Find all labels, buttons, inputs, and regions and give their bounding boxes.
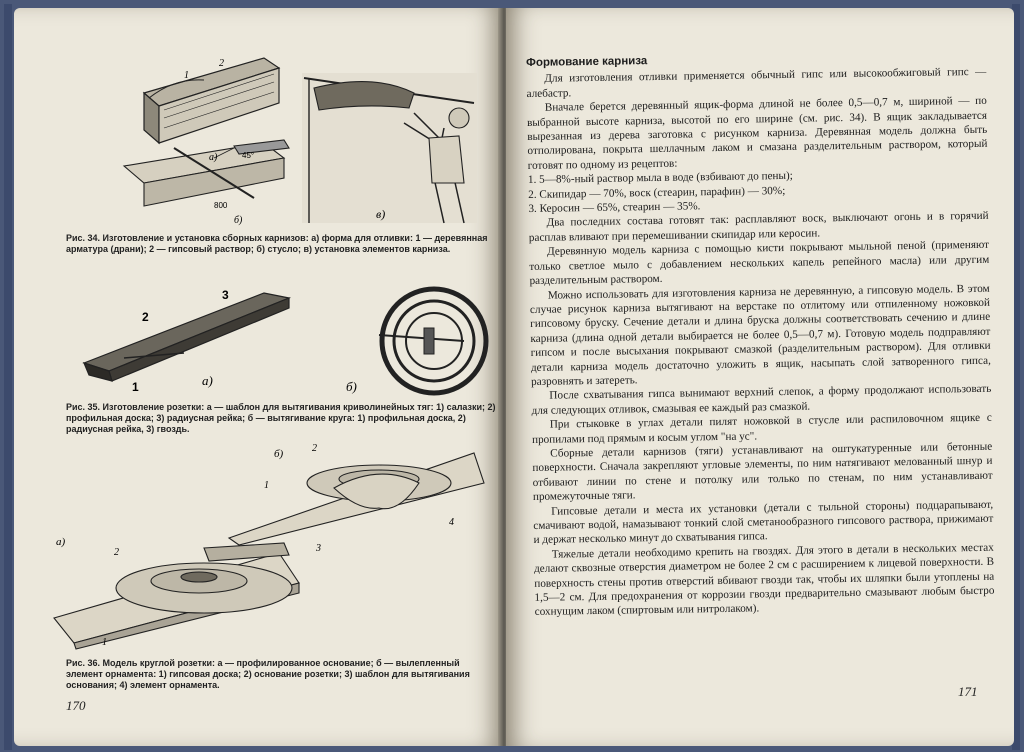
figure-35	[64, 283, 494, 398]
figure-36-illustration	[44, 443, 494, 653]
fig34-label-v: в)	[376, 207, 386, 221]
recipe-item: 2. Скипидар — 70%, воск (стеарин, парафин) — 30%;	[528, 184, 786, 201]
fig35-label-1: 1	[132, 380, 139, 394]
rosette-base-drawing	[54, 543, 299, 649]
fig36-label-a2: 2	[114, 547, 119, 558]
miter-box-drawing	[124, 140, 289, 206]
paragraph: Гипсовые детали и места их установки (детали с тыльной стороны) подцарапывают, смачивают водой, намазывают тонкий слой сметанообразного гипсового раствора, прижимают и держат несколько минут до схватывания гипса.	[533, 498, 994, 547]
fig35-label-2: 2	[142, 310, 149, 324]
fig36-caption: Рис. 36. Модель круглой розетки: а — профилированное основание; б — вылепленный элемент орнамента: 1) гипсовая доска; 2) основание розетки; 3) шаблон для вытягивания основания; 4) элемент орнамента.	[66, 658, 470, 690]
recipe-item: 1. 5—8%-ный раствор мыла в воде (взбивают до пены);	[527, 170, 793, 187]
left-page	[14, 8, 502, 746]
circle-drawing	[379, 289, 486, 393]
paragraph: Сборные детали карнизов (тяги) устанавливают на оштукатуренные или бетонные поверхности. Сначала закрепляют угловые элементы, по ним натягивают мелованный шнур и отбивают линии по стене и потолку или только по стенам, по ним устанавливают промежуточные тяги.	[532, 440, 993, 504]
paragraph: При стыковке в углах детали пилят ножовкой в стусле или распиловочном ящике с пропилами под прямым и косым углом "на ус".	[531, 411, 992, 446]
page-number-left: 170	[66, 698, 86, 713]
fig36-label-a3: 3	[316, 543, 321, 554]
right-page	[506, 8, 1014, 746]
mold-box-drawing	[144, 58, 279, 143]
figure-34	[114, 48, 494, 228]
right-page-text	[526, 49, 995, 620]
rosette-element-drawing	[229, 453, 484, 545]
worker-installing-drawing	[302, 73, 477, 223]
paragraph: После схватывания гипса вынимают верхний слепок, а форму продолжают использовать для следующих отливок, смазывая ее каждый раз смазкой.	[531, 383, 992, 417]
fig36-label-b1: 1	[264, 480, 269, 491]
curved-template-drawing	[84, 293, 289, 381]
fig36-label-a1: 1	[102, 637, 107, 648]
paragraph: Тяжелые детали необходимо крепить на гвоздях. Для этого в детали в нескольких местах делают сквозные отверстия диаметром не более 2 см с расширением к лицевой поверхности. В поверхность стены против отверстий вбивают гвозди так, чтобы их шляпки были утоплены на 1,5—2 см. Для предохранения от коррозии гвозди предварительно смазывают любым быстро сохнущим лаком (спиртовым или нитролаком).	[533, 541, 995, 619]
paragraph: Для изготовления отливки применяется обычный гипс или высокообжиговый гипс — алебастр.	[526, 66, 987, 100]
fig34-label-b: б)	[234, 215, 243, 226]
fig36-label-b2: 2	[312, 443, 317, 454]
fig36-label-b4: 4	[449, 517, 454, 528]
figure-35-illustration	[64, 283, 494, 398]
paragraph: Два последних состава готовят так: расплавляют воск, выключают огонь и в горячий расплав вливают при перемешивании скипидар или керосин.	[528, 210, 989, 244]
fig34-label-1: 1	[184, 70, 189, 81]
book-cover-left-edge	[4, 4, 12, 750]
fig36-label-b: б)	[274, 448, 284, 460]
fig34-label-a: a)	[209, 152, 218, 163]
recipe-item: 3. Керосин — 65%, стеарин — 35%.	[528, 200, 701, 216]
paragraph: Деревянную модель карниза с помощью кисти покрывают мыльной пеной (применяют только светлое мыло с добавлением нескольких капель репейного масла) или другим разделительным раствором.	[529, 239, 990, 288]
fig35-label-b: б)	[346, 379, 357, 394]
section-heading: Формование карниза	[526, 55, 648, 69]
fig35-caption: Рис. 35. Изготовление розетки: а — шаблон для вытягивания криволинейных тяг: 1) салазки; 2) профильная доска; 3) радиусная рейка; б — вытягивание круга: 1) профильная доска, 2) радиусная рейка, 3) гвоздь.	[66, 402, 496, 434]
fig35-label-3: 3	[222, 288, 229, 302]
fig34-label-dim: 800	[214, 201, 228, 210]
fig34-label-angle: 45°	[242, 151, 255, 160]
figure-36	[44, 443, 494, 653]
fig34-caption: Рис. 34. Изготовление и установка сборных карнизов: а) форма для отливки: 1 — деревянная арматура (драни); 2 — гипсовый раствор; б) стусло; в) установка элементов карниза.	[66, 233, 488, 254]
fig34-label-2: 2	[219, 58, 224, 69]
paragraph: Можно использовать для изготовления карниза не деревянную, а гипсовую модель. В этом случае рисунок карниза вытягивают на верстаке по отлитому или отпиленному ножовкой гипсовому бруску. Сечение детали и длина бруска должны соответствовать сечению и длине карниза (длина одной детали выбирается не более 0,5—0,7 м). Готовую модель подправляют гипсом и после высыхания покрывают смазкой (разделительным раствором). Для отливки детали карниза модель достаточно уложить в ящик, насыпать слой затворенного гипса, разровнять и затереть.	[529, 282, 991, 388]
paragraph: Вначале берется деревянный ящик-форма длиной не более 0,5—0,7 м, шириной — по выбранной высоте карниза, высотой по его ширине (см. рис. 34). В ящик закладывается вырезанная из дерева заготовка с рисунком карниза. Деревянная модель должна быть отполирована, покрыта шеллачным лаком и смазана разделительным раствором, который готовят по одному из рецептов:	[526, 94, 988, 172]
figure-34-illustration	[114, 48, 494, 228]
page-number-right: 171	[958, 684, 978, 699]
fig35-label-a: а)	[202, 373, 213, 388]
fig36-label-a: а)	[56, 536, 66, 548]
